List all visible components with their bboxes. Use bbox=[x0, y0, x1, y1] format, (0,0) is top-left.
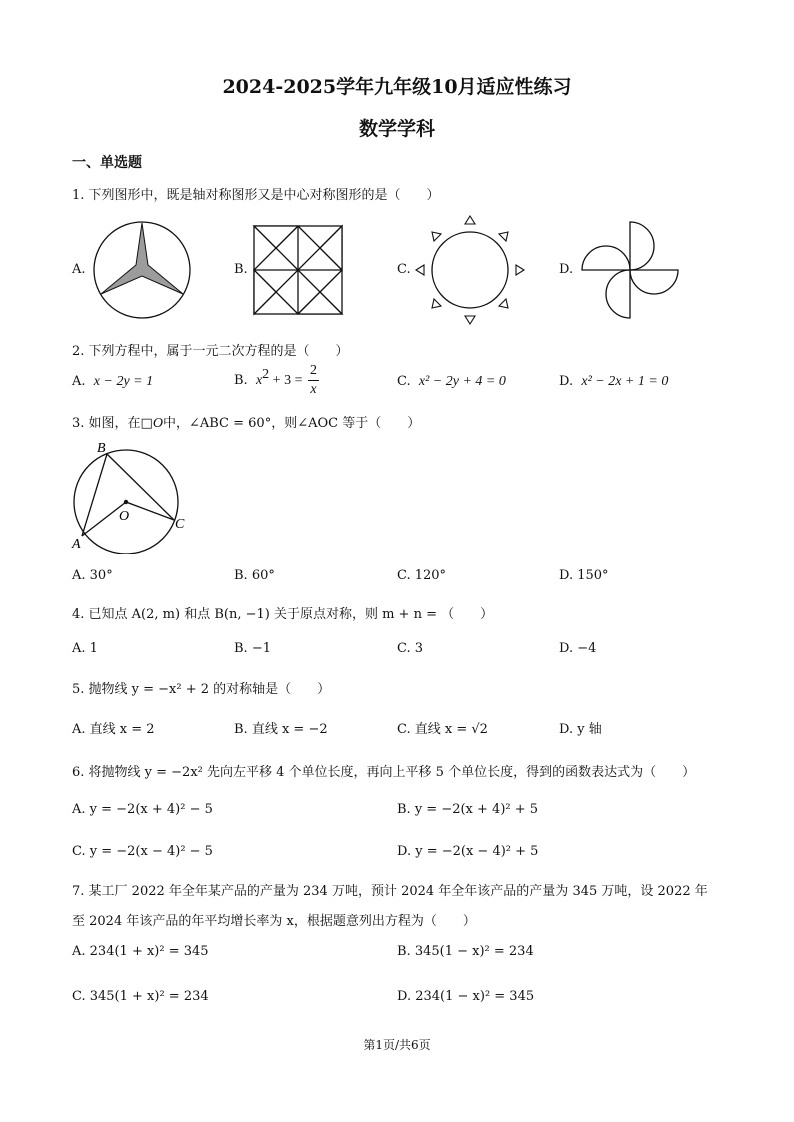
q3-stem-o: O bbox=[152, 416, 163, 431]
q2-option-a-label: A. bbox=[72, 374, 86, 389]
question-5-stem: 5. 抛物线 y = −x² + 2 的对称轴是（ ） bbox=[72, 682, 331, 697]
q7-option-b: B. 345(1 − x)² = 234 bbox=[397, 944, 534, 959]
q2-option-a bbox=[72, 374, 153, 390]
q1-option-b-label: B. bbox=[234, 262, 248, 277]
question-1-stem: 1. 下列图形中，既是轴对称图形又是中心对称图形的是（ ） bbox=[72, 188, 440, 203]
section-heading: 一、单选题 bbox=[72, 155, 142, 171]
q1-option-d-label: D. bbox=[559, 262, 574, 277]
q6-option-a: A. y = −2(x + 4)² − 5 bbox=[72, 802, 213, 817]
question-6-stem: 6. 将抛物线 y = −2x² 先向左平移 4 个单位长度，再向上平移 5 个单位长度，得到的函数表达式为（ ） bbox=[72, 765, 696, 780]
q2-option-b-fraction bbox=[308, 364, 319, 397]
q3-circle-symbol: □ bbox=[140, 416, 153, 431]
q5-option-d: D. y 轴 bbox=[559, 722, 602, 737]
question-7-stem-line1: 7. 某工厂 2022 年全年某产品的产量为 234 万吨，预计 2024 年全年该产品的产量为 345 万吨，设 2022 年 bbox=[72, 884, 708, 899]
q2-option-b-denominator: x bbox=[310, 382, 317, 397]
q1-option-a-label: A. bbox=[72, 262, 86, 277]
page-subtitle: 数学学科 bbox=[358, 118, 435, 140]
q7-option-a: A. 234(1 + x)² = 345 bbox=[72, 944, 209, 959]
question-3-stem bbox=[72, 412, 420, 432]
q3-option-c: C. 120° bbox=[397, 568, 447, 583]
q2-option-b-left: x bbox=[255, 373, 263, 388]
question-4-stem: 4. 已知点 A(2, m) 和点 B(n, −1) 关于原点对称，则 m + n = （ ） bbox=[72, 607, 494, 622]
question-2-stem: 2. 下列方程中，属于一元二次方程的是（ ） bbox=[72, 344, 349, 359]
q2-option-c-label: C. bbox=[397, 374, 411, 389]
q3-point-o: O bbox=[119, 509, 130, 524]
page-footer: 第1页/共6页 bbox=[363, 1038, 431, 1052]
q1-option-c-figure bbox=[414, 214, 526, 326]
q4-option-d: D. −4 bbox=[559, 641, 597, 656]
q6-option-c: C. y = −2(x − 4)² − 5 bbox=[72, 844, 213, 859]
q3-option-a: A. 30° bbox=[72, 568, 113, 583]
q6-option-b: B. y = −2(x + 4)² + 5 bbox=[397, 802, 539, 817]
q2-option-d-expr: x² − 2x + 1 = 0 bbox=[581, 374, 669, 389]
q4-option-a: A. 1 bbox=[72, 641, 98, 656]
q2-option-b: B. $x^2 + 3$ = $\frac{2}{x}$ bbox=[234, 363, 317, 397]
q5-option-b: B. 直线 x = −2 bbox=[234, 722, 328, 737]
q2-option-b-numerator: 2 bbox=[308, 364, 319, 381]
q3-option-d: D. 150° bbox=[559, 568, 609, 583]
q5-option-c: C. 直线 x = √2 bbox=[397, 722, 488, 737]
q2-option-b-mid: + 3 = bbox=[269, 373, 306, 388]
q2-option-a-expr: x − 2y = 1 bbox=[93, 374, 154, 389]
q6-option-d: D. y = −2(x − 4)² + 5 bbox=[397, 844, 539, 859]
q2-option-b-label: B. bbox=[234, 373, 248, 388]
q5-option-a: A. 直线 x = 2 bbox=[72, 722, 155, 737]
q1-option-b-figure bbox=[252, 224, 344, 316]
q7-option-c: C. 345(1 + x)² = 234 bbox=[72, 989, 209, 1004]
q2-option-c bbox=[397, 374, 506, 390]
q2-option-d-label: D. bbox=[559, 374, 574, 389]
q2-option-d bbox=[559, 374, 668, 390]
q1-option-c-label: C. bbox=[397, 262, 411, 277]
q3-point-b: B bbox=[97, 441, 106, 456]
q3-point-a: A bbox=[72, 537, 81, 552]
q3-stem-pre: 3. 如图，在 bbox=[72, 416, 141, 431]
q3-circle-figure bbox=[62, 436, 196, 554]
q3-option-b: B. 60° bbox=[234, 568, 275, 583]
q4-option-c: C. 3 bbox=[397, 641, 424, 656]
q7-option-d: D. 234(1 − x)² = 345 bbox=[397, 989, 535, 1004]
question-7-stem-line2: 至 2024 年该产品的年平均增长率为 x，根据题意列出方程为（ ） bbox=[72, 914, 476, 929]
q2-option-c-expr: x² − 2y + 4 = 0 bbox=[418, 374, 506, 389]
q4-option-b: B. −1 bbox=[234, 641, 271, 656]
q1-option-d-figure bbox=[578, 218, 682, 322]
q3-stem-post: 中，∠ABC = 60°，则∠AOC 等于（ ） bbox=[162, 416, 421, 431]
q3-point-c: C bbox=[175, 517, 185, 532]
page-title: 2024-2025学年九年级10月适应性练习 bbox=[222, 76, 572, 98]
q1-option-a-figure bbox=[90, 218, 194, 322]
